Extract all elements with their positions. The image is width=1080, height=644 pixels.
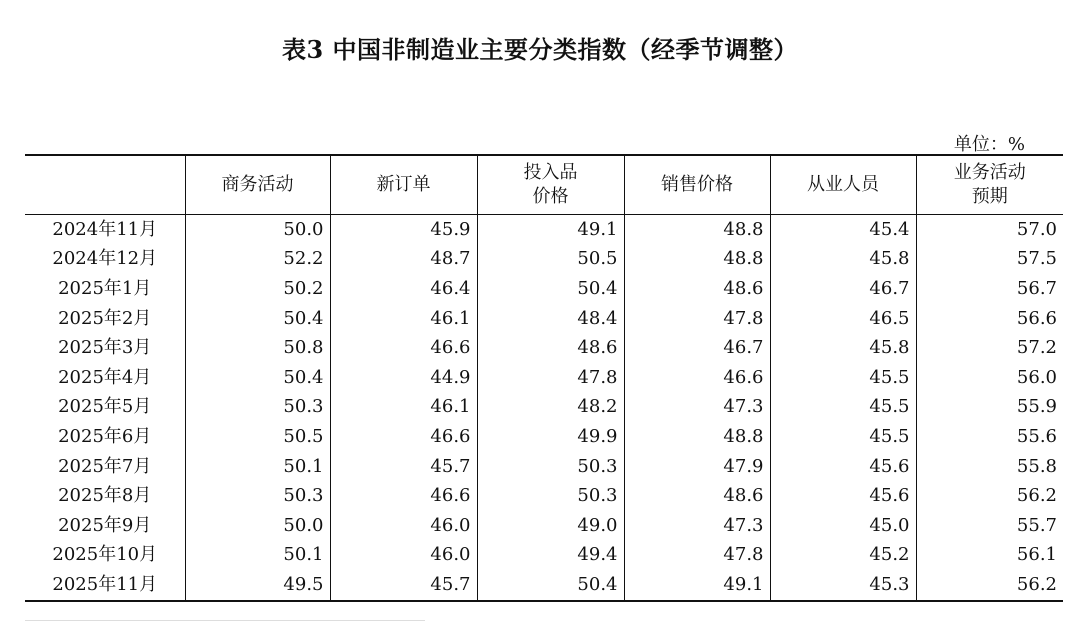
cell-period: 2025年3月 — [58, 337, 152, 359]
table-title: 表3 中国非制造业主要分类指数（经季节调整） — [281, 35, 799, 64]
cell-expectation: 56.6 — [916, 304, 1063, 334]
cell-employment: 45.6 — [770, 481, 916, 511]
cell-business-activity: 50.4 — [185, 304, 330, 334]
cell-sales-prices: 47.9 — [624, 452, 770, 482]
cell-employment: 45.6 — [770, 452, 916, 482]
cell-new-orders: 46.1 — [330, 393, 477, 423]
cell-business-activity: 50.2 — [185, 274, 330, 304]
header-sales-prices: 销售价格 — [624, 155, 770, 215]
cell-input-prices: 50.4 — [477, 274, 624, 304]
cell-employment: 45.5 — [770, 393, 916, 423]
table-row — [25, 570, 1063, 601]
cell-sales-prices: 48.6 — [624, 481, 770, 511]
cell-business-activity: 50.4 — [185, 363, 330, 393]
header-period — [25, 155, 185, 215]
cell-employment: 45.8 — [770, 333, 916, 363]
cell-input-prices: 50.4 — [477, 570, 624, 601]
footer-divider — [25, 620, 425, 621]
cell-expectation: 56.0 — [916, 363, 1063, 393]
cell-employment: 45.0 — [770, 511, 916, 541]
table-row — [25, 245, 1063, 275]
cell-employment: 45.5 — [770, 422, 916, 452]
table-row — [25, 274, 1063, 304]
index-table — [25, 154, 1063, 602]
cell-sales-prices: 46.6 — [624, 363, 770, 393]
cell-sales-prices: 47.8 — [624, 541, 770, 571]
cell-employment: 46.7 — [770, 274, 916, 304]
cell-period: 2024年11月 — [52, 218, 158, 240]
table-row — [25, 363, 1063, 393]
cell-expectation: 56.2 — [916, 570, 1063, 601]
cell-input-prices: 48.4 — [477, 304, 624, 334]
header-expectation-line1: 业务活动 — [953, 162, 1026, 183]
cell-business-activity: 50.5 — [185, 422, 330, 452]
table-row — [25, 333, 1063, 363]
header-row — [25, 155, 1063, 215]
cell-business-activity: 50.8 — [185, 333, 330, 363]
cell-period: 2025年7月 — [58, 455, 152, 477]
cell-period: 2025年5月 — [58, 396, 152, 418]
table-row — [25, 215, 1063, 245]
cell-sales-prices: 48.8 — [624, 215, 770, 245]
cell-business-activity: 49.5 — [185, 570, 330, 601]
cell-new-orders: 45.9 — [330, 215, 477, 245]
cell-sales-prices: 48.6 — [624, 274, 770, 304]
cell-expectation: 55.9 — [916, 393, 1063, 423]
cell-employment: 45.5 — [770, 363, 916, 393]
cell-employment: 45.2 — [770, 541, 916, 571]
cell-expectation: 56.2 — [916, 481, 1063, 511]
cell-new-orders: 46.6 — [330, 422, 477, 452]
cell-sales-prices: 47.3 — [624, 511, 770, 541]
cell-period: 2025年8月 — [58, 485, 152, 507]
cell-business-activity: 50.3 — [185, 393, 330, 423]
cell-period: 2025年6月 — [58, 425, 152, 447]
header-expectation — [916, 155, 1063, 215]
table-row — [25, 452, 1063, 482]
header-business-activity: 商务活动 — [185, 155, 330, 215]
cell-input-prices: 50.5 — [477, 245, 624, 275]
cell-sales-prices: 49.1 — [624, 570, 770, 601]
cell-employment: 46.5 — [770, 304, 916, 334]
cell-sales-prices: 47.8 — [624, 304, 770, 334]
cell-business-activity: 50.1 — [185, 452, 330, 482]
table-row — [25, 481, 1063, 511]
cell-business-activity: 50.3 — [185, 481, 330, 511]
header-input-prices-line2: 价格 — [532, 186, 569, 207]
cell-input-prices: 49.1 — [477, 215, 624, 245]
table-row — [25, 511, 1063, 541]
cell-new-orders: 44.9 — [330, 363, 477, 393]
header-input-prices-line1: 投入品 — [523, 162, 578, 183]
cell-period: 2024年12月 — [52, 248, 158, 270]
cell-new-orders: 48.7 — [330, 245, 477, 275]
cell-new-orders: 46.1 — [330, 304, 477, 334]
cell-business-activity: 50.1 — [185, 541, 330, 571]
cell-new-orders: 46.0 — [330, 541, 477, 571]
cell-employment: 45.3 — [770, 570, 916, 601]
unit-label: 单位：% — [953, 134, 1025, 155]
cell-new-orders: 46.6 — [330, 333, 477, 363]
cell-period: 2025年1月 — [58, 277, 152, 299]
cell-period: 2025年10月 — [52, 544, 158, 566]
table-row — [25, 304, 1063, 334]
header-input-prices — [477, 155, 624, 215]
cell-expectation: 56.7 — [916, 274, 1063, 304]
cell-period: 2025年4月 — [58, 366, 152, 388]
cell-new-orders: 46.4 — [330, 274, 477, 304]
cell-input-prices: 48.2 — [477, 393, 624, 423]
cell-input-prices: 49.0 — [477, 511, 624, 541]
cell-new-orders: 46.0 — [330, 511, 477, 541]
header-expectation-line2: 预期 — [971, 186, 1008, 207]
cell-sales-prices: 46.7 — [624, 333, 770, 363]
header-employment: 从业人员 — [770, 155, 916, 215]
header-new-orders: 新订单 — [330, 155, 477, 215]
cell-business-activity: 50.0 — [185, 511, 330, 541]
table-row — [25, 422, 1063, 452]
cell-business-activity: 52.2 — [185, 245, 330, 275]
cell-input-prices: 47.8 — [477, 363, 624, 393]
cell-sales-prices: 48.8 — [624, 245, 770, 275]
cell-employment: 45.4 — [770, 215, 916, 245]
cell-business-activity: 50.0 — [185, 215, 330, 245]
cell-period: 2025年11月 — [25, 570, 185, 601]
table-body — [25, 215, 1063, 601]
cell-expectation: 56.1 — [916, 541, 1063, 571]
cell-expectation: 57.2 — [916, 333, 1063, 363]
cell-input-prices: 48.6 — [477, 333, 624, 363]
cell-new-orders: 46.6 — [330, 481, 477, 511]
cell-period: 2025年9月 — [58, 514, 152, 536]
table-row — [25, 393, 1063, 423]
cell-input-prices: 49.4 — [477, 541, 624, 571]
cell-expectation: 55.6 — [916, 422, 1063, 452]
cell-expectation: 57.5 — [916, 245, 1063, 275]
cell-input-prices: 50.3 — [477, 481, 624, 511]
cell-sales-prices: 47.3 — [624, 393, 770, 423]
cell-new-orders: 45.7 — [330, 570, 477, 601]
cell-sales-prices: 48.8 — [624, 422, 770, 452]
cell-input-prices: 49.9 — [477, 422, 624, 452]
cell-expectation: 57.0 — [916, 215, 1063, 245]
cell-period: 2025年2月 — [58, 307, 152, 329]
cell-expectation: 55.8 — [916, 452, 1063, 482]
cell-expectation: 55.7 — [916, 511, 1063, 541]
table-row — [25, 541, 1063, 571]
cell-employment: 45.8 — [770, 245, 916, 275]
cell-new-orders: 45.7 — [330, 452, 477, 482]
cell-input-prices: 50.3 — [477, 452, 624, 482]
